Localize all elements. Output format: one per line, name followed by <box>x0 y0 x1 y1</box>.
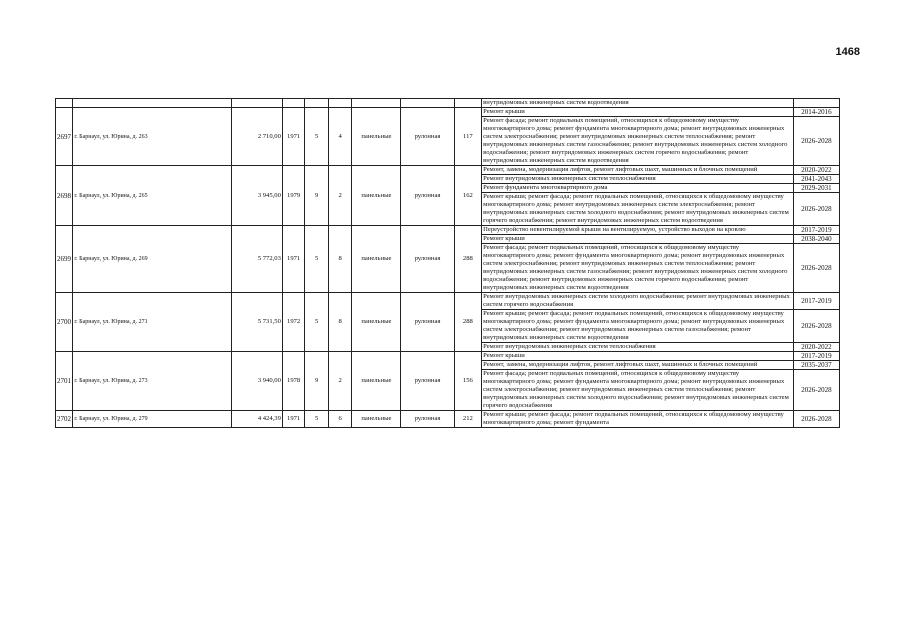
roof-cell <box>401 99 454 108</box>
work-description: Переустройство невентилируемой крыши на вентилируемую, устройство выходов на кровлю <box>482 226 794 235</box>
floor-count: 5 <box>305 411 329 428</box>
walls-cell <box>352 99 401 108</box>
building-area: 3 940,00 <box>231 352 282 411</box>
entrance-count: 8 <box>328 226 352 293</box>
roof-type: рулонная <box>401 411 454 428</box>
floor-count: 5 <box>305 293 329 352</box>
construction-year: 1971 <box>282 108 304 166</box>
wall-material: панельные <box>352 352 401 411</box>
apartment-count: 117 <box>454 108 482 166</box>
row-number: 2698 <box>56 166 73 226</box>
work-period: 2035-2037 <box>793 361 839 370</box>
work-period: 2041-2043 <box>793 175 839 184</box>
row-number: 2697 <box>56 108 73 166</box>
work-period: 2017-2019 <box>793 352 839 361</box>
building-row <box>56 411 840 428</box>
work-period: 2026-2028 <box>793 244 839 293</box>
work-description: Ремонт фасада; ремонт подвальных помещений, относящихся к общедомовому имуществу многоквартирного дома; ремонт фундамента многоквартирного дома; ремонт внутридомовых инженерных систем электроснабжения; ремонт внутридомовых инженерных систем теплоснабжения; ремонт внутридомовых инженерных систем холодного водоснабжения; ремонт внутридомовых инженерных систем горячего водоснабжения <box>482 370 794 411</box>
entrance-count: 2 <box>328 352 352 411</box>
building-area: 5 772,03 <box>231 226 282 293</box>
floor-count: 5 <box>305 108 329 166</box>
work-period: 2020-2022 <box>793 343 839 352</box>
roof-type: рулонная <box>401 108 454 166</box>
building-row <box>56 352 840 361</box>
building-row <box>56 166 840 175</box>
work-period: 2014-2016 <box>793 108 839 117</box>
work-description: Ремонт внутридомовых инженерных систем теплоснабжения <box>482 175 794 184</box>
continuation-row <box>56 99 840 108</box>
area-cell <box>231 99 282 108</box>
row-number: 2702 <box>56 411 73 428</box>
building-row <box>56 226 840 235</box>
work-description: Ремонт крыши <box>482 108 794 117</box>
roof-type: рулонная <box>401 352 454 411</box>
page-number: 1468 <box>835 46 860 58</box>
work-description: Ремонт крыши; ремонт фасада; ремонт подвальных помещений, относящихся к общедомовому имуществу многоквартирного дома; ремонт внутридомовых инженерных систем электроснабжения; ремонт внутридомовых инженерных систем холодного водоснабжения; ремонт внутридомовых инженерных систем горячего водоснабжения; ремонт внутридомовых инженерных систем водоотведения <box>482 193 794 226</box>
floors-cell <box>305 99 329 108</box>
building-row <box>56 108 840 117</box>
work-description: Ремонт крыши; ремонт фасада; ремонт подвальных помещений, относящихся к общедомовому имуществу многоквартирного дома; ремонт фундамента <box>482 411 794 428</box>
building-address: г. Барнаул, ул. Юрина, д. 263 <box>73 108 231 166</box>
num-cell <box>56 99 73 108</box>
apartment-count: 212 <box>454 411 482 428</box>
construction-year: 1979 <box>282 166 304 226</box>
entrances-cell <box>328 99 352 108</box>
construction-year: 1978 <box>282 352 304 411</box>
work-description: Ремонт крыши; ремонт фасада; ремонт подвальных помещений, относящихся к общедомовому имуществу многоквартирного дома; ремонт фундамента многоквартирного дома; ремонт внутридомовых инженерных систем электроснабжения; ремонт внутридомовых инженерных систем газоснабжения; ремонт внутридомовых инженерных систем водоотведения <box>482 310 794 343</box>
work-description: Ремонт крыши <box>482 235 794 244</box>
building-address: г. Барнаул, ул. Юрина, д. 271 <box>73 293 231 352</box>
entrance-count: 4 <box>328 108 352 166</box>
work-period: 2029-2031 <box>793 184 839 193</box>
construction-year: 1971 <box>282 411 304 428</box>
wall-material: панельные <box>352 411 401 428</box>
entrance-count: 2 <box>328 166 352 226</box>
work-period: 2026-2028 <box>793 117 839 166</box>
roof-type: рулонная <box>401 166 454 226</box>
work-description: Ремонт крыши <box>482 352 794 361</box>
entrance-count: 6 <box>328 411 352 428</box>
work-description: Ремонт внутридомовых инженерных систем холодного водоснабжения; ремонт внутридомовых инженерных систем горячего водоснабжения <box>482 293 794 310</box>
work-period: 2026-2028 <box>793 310 839 343</box>
apartments-cell <box>454 99 482 108</box>
floor-count: 5 <box>305 226 329 293</box>
building-row <box>56 293 840 310</box>
apartment-count: 162 <box>454 166 482 226</box>
work-period: 2017-2019 <box>793 293 839 310</box>
work-period: 2020-2022 <box>793 166 839 175</box>
wall-material: панельные <box>352 108 401 166</box>
work-description: Ремонт, замена, модернизация лифтов, ремонт лифтовых шахт, машинных и блочных помещений <box>482 361 794 370</box>
work-description: Ремонт фундамента многоквартирного дома <box>482 184 794 193</box>
table-body <box>56 99 840 428</box>
entrance-count: 8 <box>328 293 352 352</box>
address-cell <box>73 99 231 108</box>
building-address: г. Барнаул, ул. Юрина, д. 269 <box>73 226 231 293</box>
building-area: 3 945,00 <box>231 166 282 226</box>
building-area: 2 710,00 <box>231 108 282 166</box>
building-address: г. Барнаул, ул. Юрина, д. 265 <box>73 166 231 226</box>
construction-year: 1972 <box>282 293 304 352</box>
building-address: г. Барнаул, ул. Юрина, д. 273 <box>73 352 231 411</box>
apartment-count: 288 <box>454 226 482 293</box>
construction-year: 1971 <box>282 226 304 293</box>
floor-count: 9 <box>305 166 329 226</box>
floor-count: 9 <box>305 352 329 411</box>
work-period: 2026-2028 <box>793 411 839 428</box>
wall-material: панельные <box>352 226 401 293</box>
work-description: Ремонт внутридомовых инженерных систем теплоснабжения <box>482 343 794 352</box>
work-description: Ремонт фасада; ремонт подвальных помещений, относящихся к общедомовому имуществу многоквартирного дома; ремонт фундамента многоквартирного дома; ремонт внутридомовых инженерных систем электроснабжения; ремонт внутридомовых инженерных систем теплоснабжения; ремонт внутридомовых инженерных систем газоснабжения; ремонт внутридомовых инженерных систем холодного водоснабжения; ремонт внутридомовых инженерных систем горячего водоснабжения; ремонт внутридомовых инженерных систем водоотведения <box>482 244 794 293</box>
wall-material: панельные <box>352 166 401 226</box>
roof-type: рулонная <box>401 226 454 293</box>
building-area: 5 731,50 <box>231 293 282 352</box>
document-sheet <box>55 98 840 428</box>
work-description: внутридомовых инженерных систем водоотведения <box>482 99 794 108</box>
work-period: 2026-2028 <box>793 370 839 411</box>
apartment-count: 156 <box>454 352 482 411</box>
work-description: Ремонт фасада; ремонт подвальных помещений, относящихся к общедомовому имуществу многоквартирного дома; ремонт фундамента многоквартирного дома; ремонт внутридомовых инженерных систем электроснабжения; ремонт внутридомовых инженерных систем теплоснабжения; ремонт внутридомовых инженерных систем газоснабжения; ремонт внутридомовых инженерных систем холодного водоснабжения; ремонт внутридомовых инженерных систем горячего водоснабжения; ремонт внутридомовых инженерных систем водоотведения <box>482 117 794 166</box>
work-description: Ремонт, замена, модернизация лифтов, ремонт лифтовых шахт, машинных и блочных помещений <box>482 166 794 175</box>
wall-material: панельные <box>352 293 401 352</box>
apartment-count: 288 <box>454 293 482 352</box>
roof-type: рулонная <box>401 293 454 352</box>
row-number: 2701 <box>56 352 73 411</box>
building-area: 4 424,39 <box>231 411 282 428</box>
work-period: 2026-2028 <box>793 193 839 226</box>
year-cell <box>282 99 304 108</box>
row-number: 2700 <box>56 293 73 352</box>
work-period: 2038-2040 <box>793 235 839 244</box>
capital-repair-table <box>55 98 840 428</box>
row-number: 2699 <box>56 226 73 293</box>
building-address: г. Барнаул, ул. Юрина, д. 279 <box>73 411 231 428</box>
work-period <box>793 99 839 108</box>
work-period: 2017-2019 <box>793 226 839 235</box>
